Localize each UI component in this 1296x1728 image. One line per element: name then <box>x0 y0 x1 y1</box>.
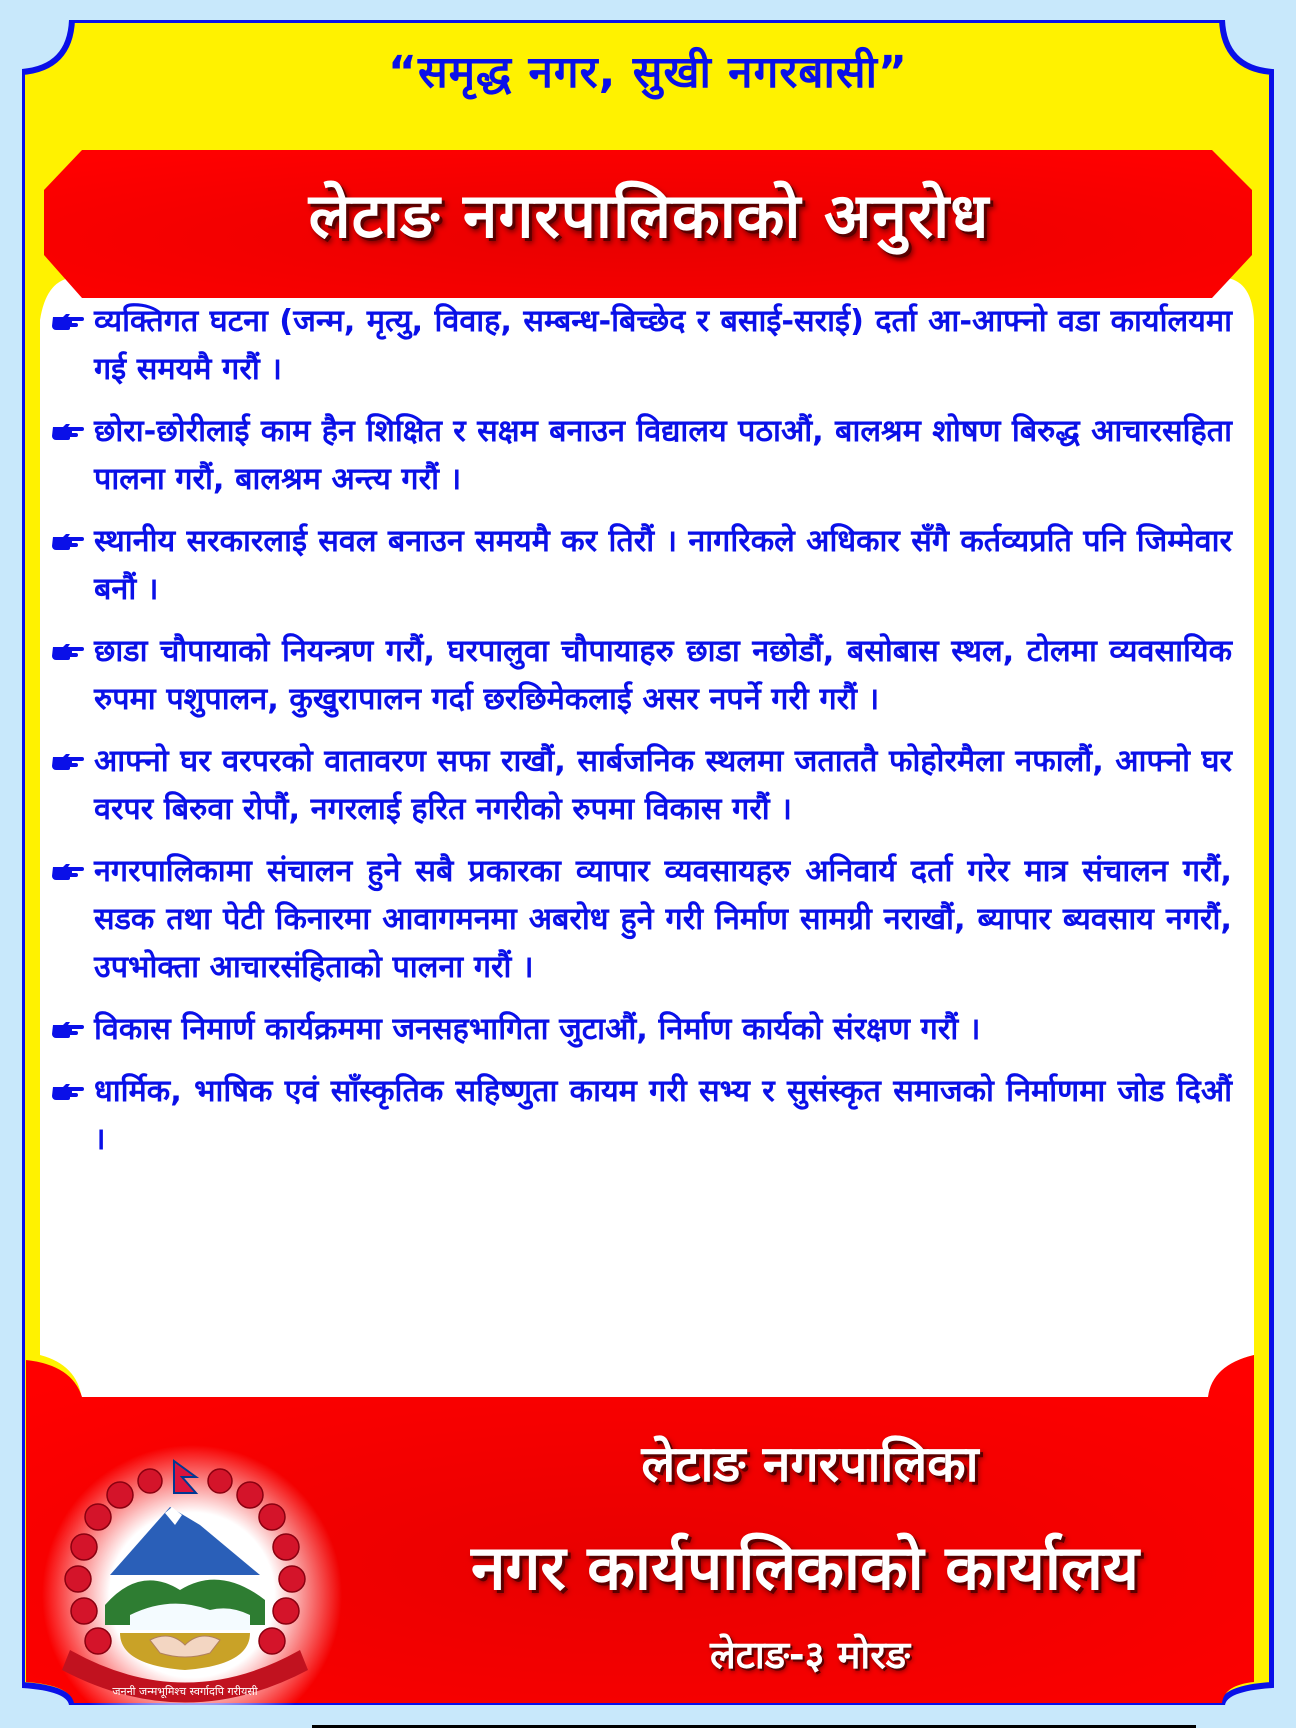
pointing-hand-icon <box>52 518 94 566</box>
notice-list <box>52 298 1232 1178</box>
list-item <box>52 628 1232 724</box>
pointing-hand-icon <box>52 628 94 676</box>
list-item <box>52 518 1232 614</box>
pointing-hand-icon <box>52 408 94 456</box>
notice-text: व्यक्तिगत घटना (जन्म, मृत्यु, विवाह, सम्बन्ध-बिच्छेद र बसाई-सराई) दर्ता आ-आफ्नो वडा कार्यालयमा गई समयमै गरौं । <box>94 304 1232 387</box>
notice-text: धार्मिक, भाषिक एवं साँस्कृतिक सहिष्णुता कायम गरी सभ्य र सुसंस्कृत समाजको निर्माणमा जोड दिऔं । <box>94 1074 1232 1157</box>
emblem-motto: जननी जन्मभूमिश्च स्वर्गादपि गरीयसी <box>112 1685 258 1698</box>
notice-text: विकास निमार्ण कार्यक्रममा जनसहभागिता जुटाऔं, निर्माण कार्यको संरक्षण गरौं । <box>94 1012 981 1047</box>
list-item <box>52 738 1232 834</box>
list-item <box>52 408 1232 504</box>
list-item <box>52 1006 1232 1054</box>
pointing-hand-icon <box>52 848 94 896</box>
notice-text: आफ्नो घर वरपरको वातावरण सफा राखौं, सार्बजनिक स्थलमा जतातत‍ै फोहोरमैला नफालौं, आफ्नो घर वरपर बिरुवा रोपौं, नगरलाई हरित नगरीको रुपमा विकास गरौं । <box>94 744 1232 827</box>
notice-text: स्थानीय सरकारलाई सवल बनाउन समयमै कर तिरौं । नागरिकले अधिकार सँगै कर्तव्यप्रति पनि जिम्मेवार बनौं । <box>94 524 1232 607</box>
list-item <box>52 848 1232 992</box>
nepal-emblem-icon <box>50 1455 320 1715</box>
pointing-hand-icon <box>52 298 94 346</box>
municipality-name: लेटाङ नगरपालिका <box>641 1435 979 1493</box>
page-title: लेटाङ नगरपालिकाको अनुरोध <box>308 179 990 252</box>
office-name: नगर कार्यपालिकाको कार्यालय <box>471 1531 1139 1604</box>
slogan: “समृद्ध नगर, सुखी नगरबासी” <box>388 47 908 98</box>
pointing-hand-icon <box>52 1068 94 1116</box>
list-item <box>52 1068 1232 1164</box>
notice-text: छाडा चौपायाको नियन्त्रण गरौं, घरपालुवा चौपायाहरु छाडा नछोडौं, बसोबास स्थल, टोलमा व्यवसायिक रुपमा पशुपालन, कुखुरापालन गर्दा छरछिमेकलाई असर नपर्ने गरी गरौं । <box>94 634 1232 717</box>
pointing-hand-icon <box>52 1006 94 1054</box>
notice-text: छोरा-छोरीलाई काम हैन शिक्षित र सक्षम बनाउन विद्यालय पठाऔं, बालश्रम शोषण बिरुद्ध आचारसहिता पालना गरौं, बालश्रम अन्त्य गरौं । <box>94 414 1232 497</box>
office-address: लेटाङ-३ मोरङ <box>709 1633 911 1677</box>
notice-text: नगरपालिकामा संचालन हुने सबै प्रकारका व्यापार व्यवसायहरु अनिवार्य दर्ता गरेर मात्र संचालन गरौं, सडक तथा पेटी किनारमा आवागमनमा अबरोध हुने गरी निर्माण सामग्री नराखौं, ब्यापार ब्यवसाय नगरौं, उपभोक्ता आचारसंहिताको पालना गरौं । <box>94 854 1232 985</box>
pointing-hand-icon <box>52 738 94 786</box>
list-item <box>52 298 1232 394</box>
